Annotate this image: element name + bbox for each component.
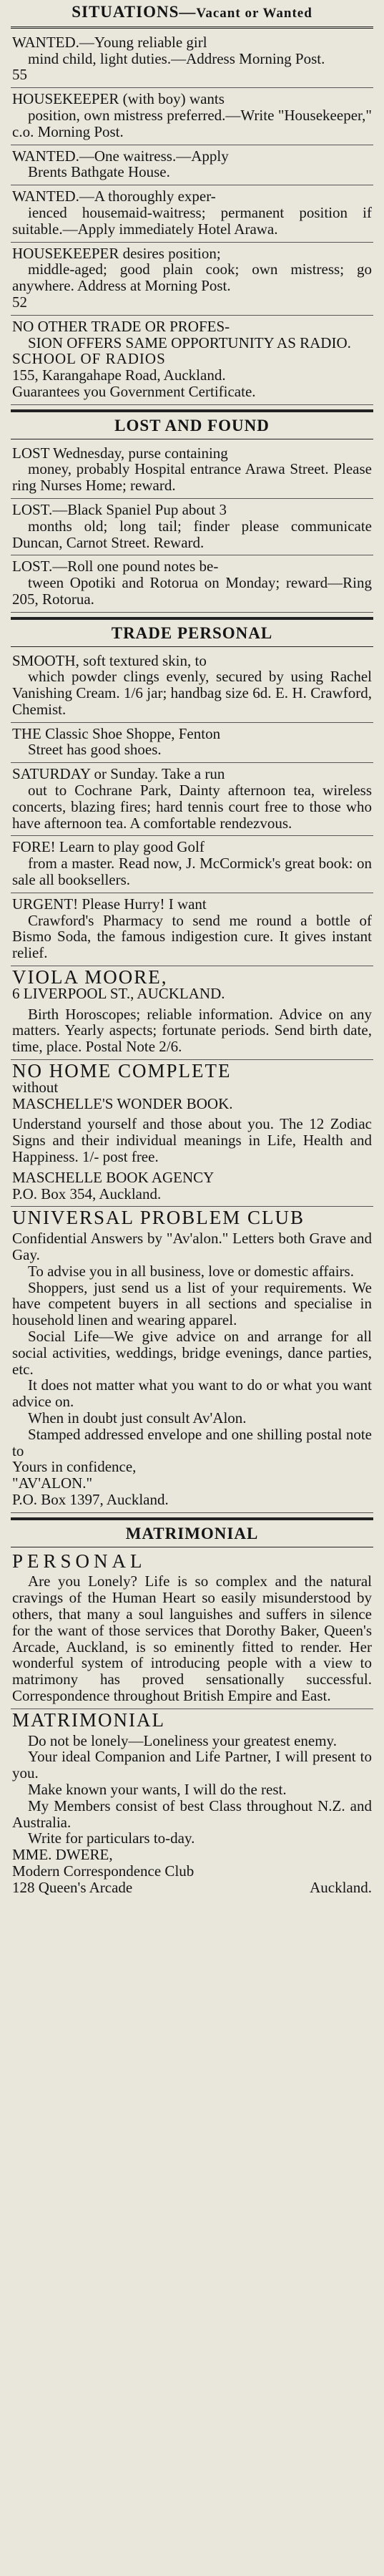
ad-body: Understand yourself and those about you. The 12 Zodiac Signs and their individual meanings in Life, Health and Happiness. 1/- post free. (12, 1115, 372, 1166)
ad-body: Birth Horoscopes; reliable information. Advice on any matters. Yearly aspects; fortunate periods. Send birth date, time, place. Postal Note 2/6. (12, 1005, 372, 1056)
ad-signature: "AV'ALON." (12, 1474, 93, 1492)
ad-wanted-housemaid (11, 185, 373, 242)
advertiser-name: VIOLA MOORE, (12, 966, 168, 988)
ad-housekeeper-position (11, 243, 373, 316)
ad-paragraph: Stamped addressed envelope and one shilling postal note to (12, 1425, 372, 1459)
ad-paragraph: To advise you in all business, love or domestic affairs. (28, 1262, 354, 1280)
situations-heading-sub: Vacant or Wanted (196, 6, 312, 21)
ad-paragraph: Social Life—We give advice on and arrange for all social activities, weddings, bridge evenings, dance parties, etc. (12, 1327, 372, 1378)
ad-body: tween Opotiki and Rotorua on Monday; reward—Ring 205, Rotorua. (12, 574, 372, 608)
ad-classic-shoe (11, 723, 373, 764)
ad-smooth-skin (11, 650, 373, 723)
ad-golf-book (11, 836, 373, 893)
ad-body-tail: Guarantees you Government Certificate. (12, 382, 256, 400)
matrimonial-heading: MATRIMONIAL (11, 1517, 373, 1547)
club-address: 128 Queen's Arcade (12, 1878, 133, 1896)
ad-housekeeper-boy (11, 88, 373, 145)
ad-body: position, own mistress preferred.—Write "Housekeeper," c.o. Morning Post. (12, 106, 372, 140)
ad-viola-moore (11, 966, 373, 1060)
ad-first-line: WANTED.—A thoroughly exper- (12, 188, 216, 205)
ad-box: P.O. Box 1397, Auckland. (12, 1490, 169, 1508)
ad-first-line: LOST.—Black Spaniel Pup about 3 (12, 500, 227, 518)
ad-first-line: URGENT! Please Hurry! I want (12, 895, 207, 913)
ad-first-line: FORE! Learn to play good Golf (12, 838, 205, 856)
ad-body: months old; long tail; finder please communicate Duncan, Carnot Street. Reward. (12, 517, 372, 551)
ad-body: Street has good shoes. (28, 741, 162, 759)
ad-paragraph: It does not matter what you want to do or what you want advice on. (12, 1376, 372, 1411)
ad-lost-notes (11, 555, 373, 612)
ad-body: from a master. Read now, J. McCormick's great book: on sale all booksellers. (12, 855, 372, 889)
ad-lost-spaniel (11, 499, 373, 555)
ad-first-line: HOUSEKEEPER desires position; (12, 244, 221, 262)
school-address: 155, Karangahape Road, Auckland. (12, 366, 226, 384)
ad-title-connector: without (12, 1078, 59, 1096)
agency-box: P.O. Box 354, Auckland. (12, 1185, 162, 1202)
ad-first-line: SATURDAY or Sunday. Take a run (12, 765, 225, 783)
club-name: Modern Correspondence Club (12, 1862, 195, 1880)
ad-first-line: NO OTHER TRADE OR PROFES- (12, 317, 230, 335)
ad-wanted-girl (11, 31, 373, 88)
school-name: SCHOOL OF RADIOS (12, 350, 166, 368)
ad-first-line: LOST Wednesday, purse containing (12, 444, 228, 462)
trade-personal-heading: TRADE PERSONAL (11, 617, 373, 647)
ad-maschelle-book (11, 1060, 373, 1207)
ad-paragraph: Do not be lonely—Loneliness your greatest enemy. (28, 1731, 337, 1749)
ad-first-line: LOST.—Roll one pound notes be- (12, 558, 219, 575)
ad-first-line: WANTED.—One waitress.—Apply (12, 147, 229, 165)
ad-lost-purse (11, 442, 373, 499)
ad-paragraph: My Members consist of best Class throughout N.Z. and Australia. (12, 1797, 372, 1831)
advertiser-name: MME. DWERE, (12, 1846, 113, 1864)
ad-body: which powder clings evenly, secured by using Rachel Vanishing Cream. 1/6 jar; handbag size 6d. E. H. Crawford, Chemist. (12, 668, 372, 718)
ad-number: 52 (12, 293, 27, 311)
lost-found-heading: LOST AND FOUND (11, 409, 373, 439)
ad-radio-school (11, 316, 373, 405)
ad-bismo-soda (11, 893, 373, 966)
ad-paragraph: Write for particulars to-day. (28, 1829, 195, 1847)
ad-body: SION OFFERS SAME OPPORTUNITY AS RADIO. (28, 334, 351, 351)
ad-signoff: Yours in confidence, (12, 1458, 137, 1476)
ad-paragraph: Your ideal Companion and Life Partner, I will present to you. (12, 1748, 372, 1782)
ad-wanted-waitress (11, 145, 373, 186)
ad-matrimonial (11, 1709, 373, 1900)
ad-title: MATRIMONIAL (12, 1709, 165, 1731)
club-city: Auckland. (310, 1878, 372, 1896)
ad-title: NO HOME COMPLETE (12, 1060, 232, 1082)
ad-body: Crawford's Pharmacy to send me round a bottle of Bismo Soda, the famous indigestion cure. It gives instant relief. (12, 911, 372, 962)
ad-body: Are you Lonely? Life is so complex and the natural cravings of the Human Heart so easily misunderstood by others, that many a soul languishes and suffers in silence for the want of those services that Dorothy Baker, Queen's Arcade, Auckland, is so eminently fitted to render. Her wonderful system of introducing people with a view to matrimony has proved sensationally successful. Correspondence throughout British Empire and East. (12, 1573, 372, 1704)
ad-title-book: MASCHELLE'S WONDER BOOK. (12, 1094, 233, 1112)
advertiser-address: 6 LIVERPOOL ST., AUCKLAND. (12, 984, 225, 1002)
ad-body: ienced housemaid-waitress; permanent position if suitable.—Apply immediately Hotel Arawa. (12, 203, 372, 238)
ad-paragraph: Shoppers, just send us a list of your requirements. We have competent buyers in all sections and specialise in household linen and wearing apparel. (12, 1278, 372, 1329)
ad-paragraph: Make known your wants, I will do the rest. (28, 1780, 287, 1798)
ad-first-line: HOUSEKEEPER (with boy) wants (12, 90, 225, 108)
ad-paragraph: When in doubt just consult Av'Alon. (28, 1409, 247, 1426)
situations-heading (11, 3, 373, 29)
ad-first-line: WANTED.—Young reliable girl (12, 33, 207, 51)
ad-first-line: THE Classic Shoe Shoppe, Fenton (12, 724, 221, 742)
ad-personal (11, 1550, 373, 1709)
ad-body: out to Cochrane Park, Dainty afternoon tea, wireless concerts, blazing fires; hard tennis court free to those who have afternoon tea. A comfortable rendezvous. (12, 782, 372, 832)
ad-universal-problem-club (11, 1207, 373, 1512)
ad-first-line: SMOOTH, soft textured skin, to (12, 651, 207, 669)
ad-body: middle-aged; good plain cook; own mistress; go anywhere. Address at Morning Post. (12, 261, 372, 295)
ad-paragraph: Confidential Answers by "Av'alon." Letters both Grave and Gay. (12, 1230, 372, 1263)
ad-body: money, probably Hospital entrance Arawa Street. Please ring Nurses Home; reward. (12, 460, 372, 495)
ad-title: PERSONAL (12, 1550, 147, 1572)
ad-body: Brents Bathgate House. (28, 163, 170, 181)
ad-number: 55 (12, 66, 27, 84)
ad-body: mind child, light duties.—Address Morning Post. (28, 49, 325, 67)
ad-cochrane-park (11, 763, 373, 836)
agency-name: MASCHELLE BOOK AGENCY (12, 1168, 215, 1186)
situations-heading-main: SITUATIONS— (72, 3, 197, 21)
classifieds-column (11, 0, 373, 1900)
ad-title: UNIVERSAL PROBLEM CLUB (12, 1207, 305, 1229)
